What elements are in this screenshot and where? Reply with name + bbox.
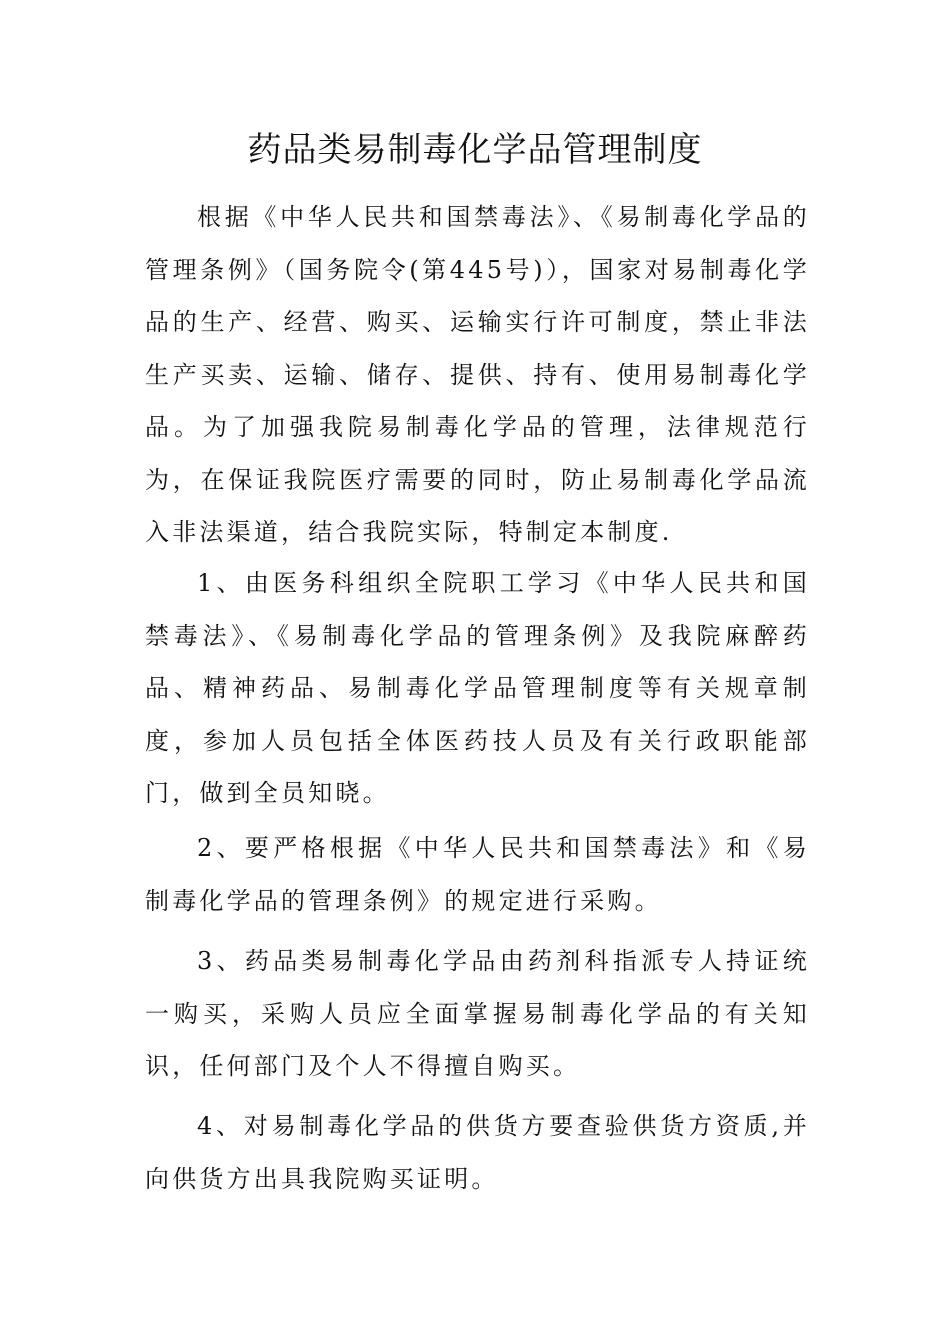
rule-paragraph-2: 2、要严格根据《中华人民共和国禁毒法》和《易制毒化学品的管理条例》的规定进行采购。 xyxy=(145,834,810,915)
rule-paragraph-1: 1、由医务科组织全院职工学习《中华人民共和国禁毒法》、《易制毒化学品的管理条例》及我院麻醉药品、精神药品、易制毒化学品管理制度等有关规章制度，参加人员包括全体医药技人员及有关行政职能部门，做到全员知晓。 xyxy=(145,569,810,807)
rule-paragraph-3: 3、药品类易制毒化学品由药剂科指派专人持证统一购买，采购人员应全面掌握易制毒化学品的有关知识，任何部门及个人不得擅自购买。 xyxy=(145,947,810,1080)
intro-paragraph: 根据《中华人民共和国禁毒法》、《易制毒化学品的管理条例》（国务院令(第445号)），国家对易制毒化学品的生产、经营、购买、运输实行许可制度，禁止非法生产买卖、运输、储存、提供、持有、使用易制毒化学品。为了加强我院易制毒化学品的管理，法律规范行为，在保证我院医疗需要的同时，防止易制毒化学品流入非法渠道，结合我院实际，特制定本制度. xyxy=(145,203,810,546)
rule-paragraph-4: 4、对易制毒化学品的供货方要查验供货方资质,并向供货方出具我院购买证明。 xyxy=(145,1112,810,1193)
document-title: 药品类易制毒化学品管理制度 xyxy=(247,130,703,170)
